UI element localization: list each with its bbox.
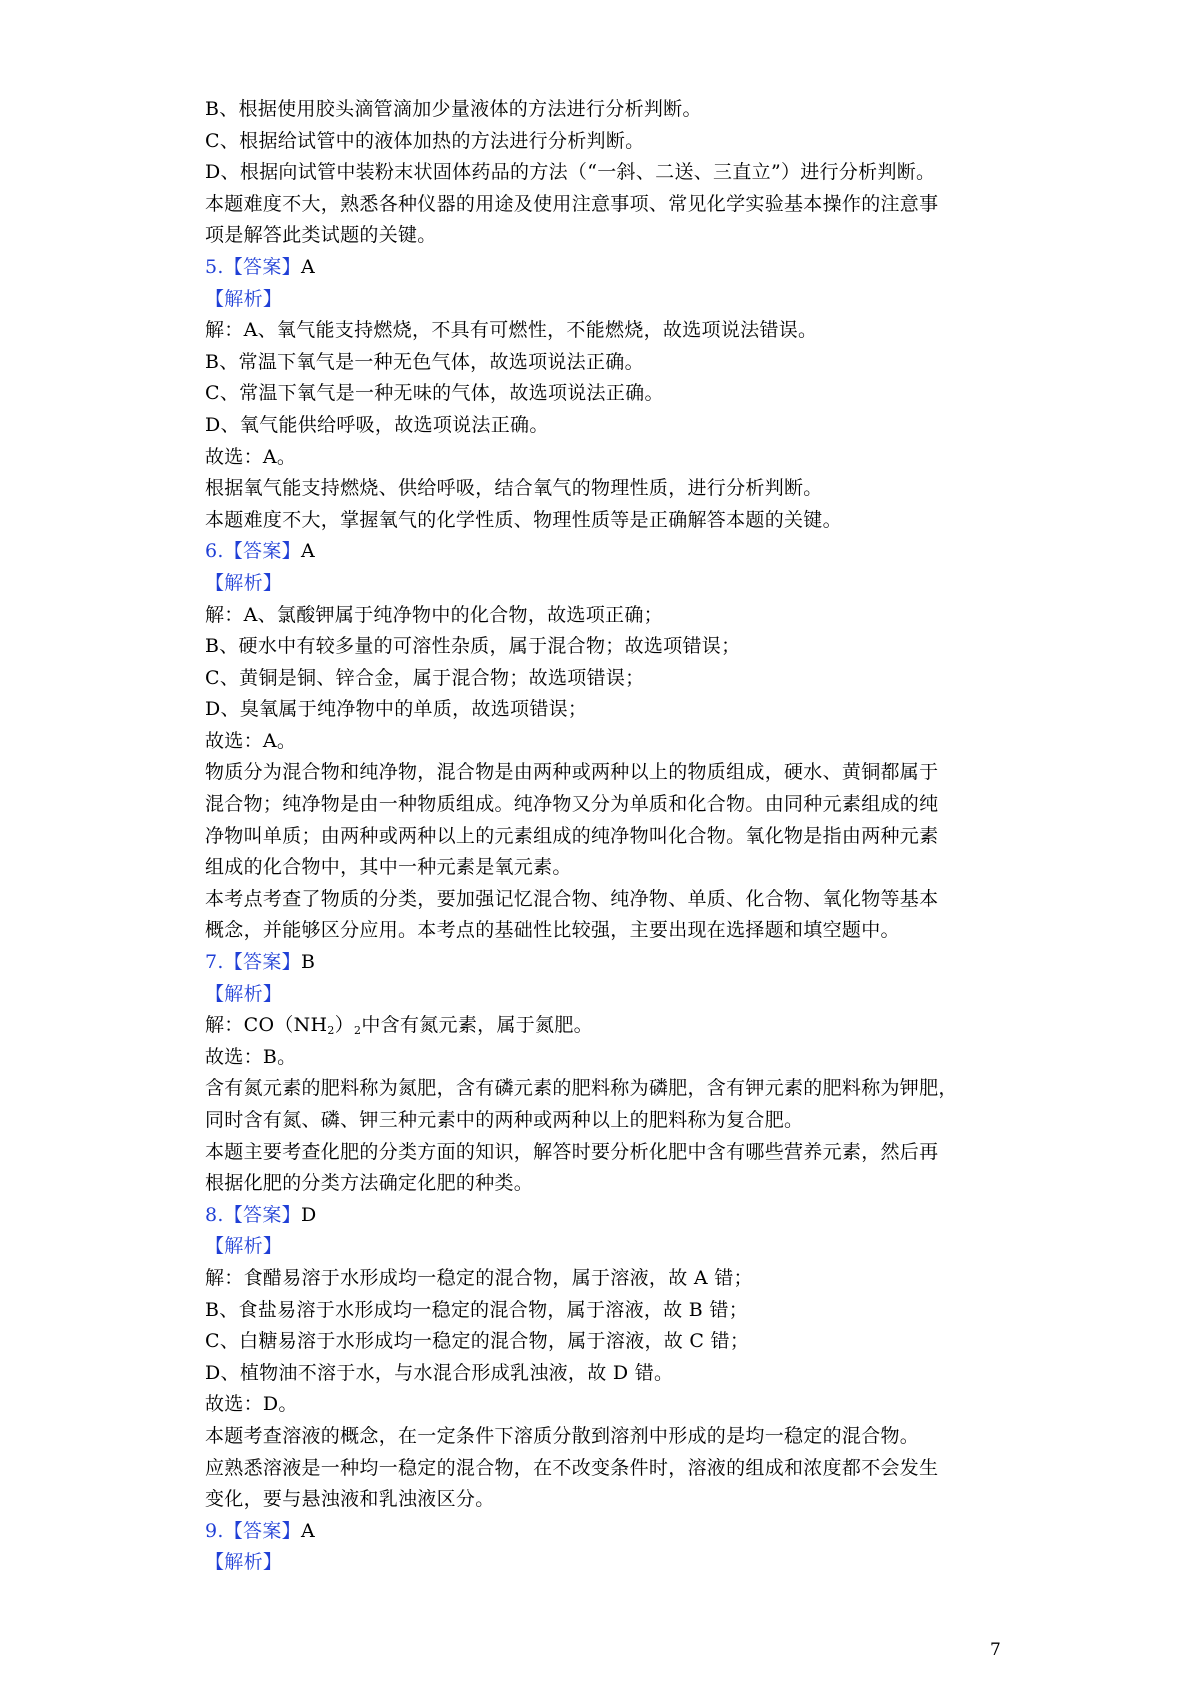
analysis-label: 【解析】 bbox=[205, 1235, 283, 1258]
answer-label: 【答案】 bbox=[223, 540, 301, 563]
answer-label: 【答案】 bbox=[223, 255, 301, 278]
question-number: 8. bbox=[205, 1203, 224, 1226]
text-line: 应熟悉溶液是一种均一稳定的混合物，在不改变条件时，溶液的组成和浓度都不会发生 bbox=[205, 1456, 939, 1479]
answer-label: 【答案】 bbox=[223, 951, 301, 974]
formula-mid: ） bbox=[334, 1014, 355, 1037]
text-line: 本题考查溶液的概念，在一定条件下溶质分散到溶剂中形成的是均一稳定的混合物。 bbox=[205, 1424, 920, 1447]
text-line: 本考点考查了物质的分类，要加强记忆混合物、纯净物、单质、化合物、氧化物等基本 bbox=[205, 887, 939, 910]
text-line: 本题主要考查化肥的分类方面的知识，解答时要分析化肥中含有哪些营养元素，然后再 bbox=[205, 1140, 939, 1163]
formula-prefix: 解：CO（NH bbox=[205, 1014, 328, 1037]
text-line: 解：A、氧气能支持燃烧，不具有可燃性，不能燃烧，故选项说法错误。 bbox=[205, 319, 818, 342]
question-number: 5. bbox=[205, 255, 224, 278]
answer-label: 【答案】 bbox=[223, 1519, 301, 1542]
analysis-label: 【解析】 bbox=[205, 571, 283, 594]
text-line: C、常温下氧气是一种无味的气体，故选项说法正确。 bbox=[205, 382, 664, 405]
text-line: B、硬水中有较多量的可溶性杂质，属于混合物；故选项错误； bbox=[205, 635, 741, 658]
text-line: D、臭氧属于纯净物中的单质，故选项错误； bbox=[205, 698, 588, 721]
question-number: 7. bbox=[205, 951, 224, 974]
document-body bbox=[205, 94, 1015, 1579]
text-line: 根据氧气能支持燃烧、供给呼吸，结合氧气的物理性质，进行分析判断。 bbox=[205, 477, 823, 500]
text-line: 根据化肥的分类方法确定化肥的种类。 bbox=[205, 1172, 534, 1195]
text-line: 故选：A。 bbox=[205, 729, 297, 752]
text-line: 混合物；纯净物是由一种物质组成。纯净物又分为单质和化合物。由同种元素组成的纯 bbox=[205, 793, 939, 816]
answer-heading-5 bbox=[205, 252, 1015, 284]
text-line: B、常温下氧气是一种无色气体，故选项说法正确。 bbox=[205, 350, 644, 373]
answer-value: B bbox=[300, 951, 316, 974]
text-line: 净物叫单质；由两种或两种以上的元素组成的纯净物叫化合物。氧化物是指由两种元素 bbox=[205, 824, 939, 847]
text-line: D、根据向试管中装粉末状固体药品的方法（“一斜、二送、三直立”）进行分析判断。 bbox=[205, 161, 936, 184]
text-line: D、氧气能供给呼吸，故选项说法正确。 bbox=[205, 413, 549, 436]
answer-value: A bbox=[300, 1519, 315, 1542]
text-line: 同时含有氮、磷、钾三种元素中的两种或两种以上的肥料称为复合肥。 bbox=[205, 1109, 804, 1131]
answer-heading-9 bbox=[205, 1516, 1015, 1548]
text-line: 本题难度不大，熟悉各种仪器的用途及使用注意事项、常见化学实验基本操作的注意事 bbox=[205, 192, 939, 215]
answer-value: D bbox=[300, 1203, 317, 1226]
text-line: 变化，要与悬浊液和乳浊液区分。 bbox=[205, 1488, 495, 1511]
formula-line bbox=[205, 1010, 1015, 1042]
text-line: 解：A、氯酸钾属于纯净物中的化合物，故选项正确； bbox=[205, 603, 663, 626]
formula-suffix: 中含有氮元素，属于氮肥。 bbox=[361, 1014, 593, 1037]
answer-heading-7 bbox=[205, 947, 1015, 979]
answer-label: 【答案】 bbox=[223, 1203, 301, 1226]
text-line: 含有氮元素的肥料称为氮肥，含有磷元素的肥料称为磷肥，含有钾元素的肥料称为钾肥， bbox=[205, 1077, 958, 1100]
analysis-label: 【解析】 bbox=[205, 287, 283, 310]
answer-heading-8 bbox=[205, 1200, 1015, 1232]
text-line: B、根据使用胶头滴管滴加少量液体的方法进行分析判断。 bbox=[205, 98, 702, 120]
text-line: 概念，并能够区分应用。本考点的基础性比较强，主要出现在选择题和填空题中。 bbox=[205, 919, 900, 942]
text-line: 故选：A。 bbox=[205, 445, 297, 468]
text-line: B、食盐易溶于水形成均一稳定的混合物，属于溶液，故 B 错； bbox=[205, 1298, 749, 1321]
text-line: D、植物油不溶于水，与水混合形成乳浊液，故 D 错。 bbox=[205, 1361, 674, 1384]
text-line: C、根据给试管中的液体加热的方法进行分析判断。 bbox=[205, 129, 645, 152]
text-line: 故选：D。 bbox=[205, 1393, 298, 1416]
text-line: 故选：B。 bbox=[205, 1045, 297, 1068]
answer-value: A bbox=[300, 540, 315, 563]
text-line: 项是解答此类试题的关键。 bbox=[205, 224, 437, 247]
question-number: 9. bbox=[205, 1519, 224, 1542]
text-line: C、黄铜是铜、锌合金，属于混合物；故选项错误； bbox=[205, 666, 645, 689]
text-line: 组成的化合物中，其中一种元素是氧元素。 bbox=[205, 856, 572, 879]
subscript: 2 bbox=[354, 1024, 362, 1038]
subscript: 2 bbox=[327, 1024, 335, 1038]
page-number: 7 bbox=[990, 1640, 1001, 1660]
text-line: 解：食醋易溶于水形成均一稳定的混合物，属于溶液，故 A 错； bbox=[205, 1266, 753, 1289]
answer-heading-6 bbox=[205, 536, 1015, 568]
analysis-label: 【解析】 bbox=[205, 982, 283, 1005]
analysis-label: 【解析】 bbox=[205, 1551, 283, 1574]
answer-value: A bbox=[300, 255, 315, 278]
text-line: 本题难度不大，掌握氧气的化学性质、物理性质等是正确解答本题的关键。 bbox=[205, 508, 842, 531]
text-line: 物质分为混合物和纯净物，混合物是由两种或两种以上的物质组成，硬水、黄铜都属于 bbox=[205, 761, 939, 784]
text-line: C、白糖易溶于水形成均一稳定的混合物，属于溶液，故 C 错； bbox=[205, 1330, 750, 1353]
question-number: 6. bbox=[205, 540, 224, 563]
